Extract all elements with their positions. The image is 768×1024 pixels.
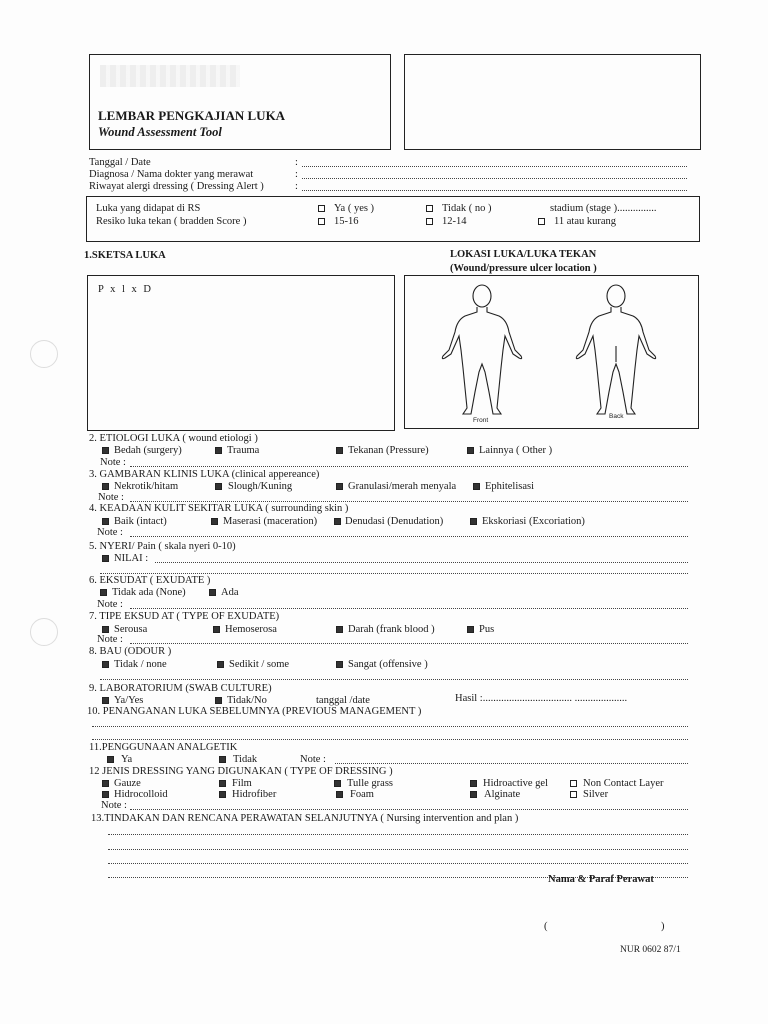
exudate-present-checkbox[interactable] (209, 588, 216, 600)
etiology-note-field[interactable] (130, 466, 688, 467)
etiology-pressure: Tekanan (Pressure) (348, 445, 429, 456)
diagnosis-label: Diagnosa / Nama dokter yang merawat (89, 169, 254, 180)
lab-heading: 9. LABORATORIUM (SWAB CULTURE) (89, 683, 272, 694)
plan-line-3[interactable] (108, 863, 688, 864)
dressing-hydrocolloid: Hidrocolloid (114, 789, 168, 800)
checkbox-no[interactable] (426, 204, 433, 216)
dressing-silver: Silver (583, 789, 609, 800)
type-hemoserous: Hemoserosa (225, 624, 277, 635)
nurse-signature-label: Nama & Paraf Perawat (548, 874, 654, 885)
dressing-non-contact: Non Contact Layer (583, 778, 664, 789)
analgesic-no: Tidak (233, 754, 258, 765)
appearance-epithelial: Ephitelisasi (485, 481, 534, 492)
allergy-colon: : (295, 181, 298, 192)
pain-extra-line[interactable] (100, 573, 688, 574)
dressing-gauze: Gauze (114, 778, 141, 789)
dressing-hydrofiber: Hidrofiber (232, 789, 277, 800)
etiology-note-label: Note : (100, 457, 126, 468)
granulation-checkbox[interactable] (336, 482, 343, 494)
plan-line-2[interactable] (108, 849, 688, 850)
front-label: Front (473, 417, 489, 424)
date-field[interactable] (302, 166, 687, 167)
silver-checkbox[interactable] (570, 790, 577, 802)
previous-management-heading: 10. PENANGANAN LUKA SEBELUMNYA (PREVIOUS MANAGEMENT ) (87, 706, 422, 717)
analgesic-heading: 11.PENGGUNAAN ANALGETIK (89, 742, 238, 753)
punch-hole-top (30, 340, 58, 368)
appearance-granulation: Granulasi/merah menyala (348, 481, 457, 492)
exudate-type-note-field[interactable] (130, 643, 688, 644)
pain-value-label: NILAI : (114, 553, 149, 564)
title-box (89, 54, 391, 150)
odour-heading: 8. BAU (ODOUR ) (89, 646, 172, 657)
odour-some-checkbox[interactable] (217, 660, 224, 672)
exudate-type-heading: 7. TIPE EKSUD AT ( TYPE OF EXUDATE) (89, 611, 280, 622)
checkbox-yes[interactable] (318, 204, 325, 216)
epithelial-checkbox[interactable] (473, 482, 480, 494)
score-12-14: 12-14 (442, 216, 467, 227)
yes-label: Ya ( yes ) (334, 203, 375, 214)
body-diagram (405, 276, 698, 428)
hospital-acquired-label: Luka yang didapat di RS (96, 203, 201, 214)
checkbox-15-16[interactable] (318, 217, 325, 229)
checkbox-12-14[interactable] (426, 217, 433, 229)
type-blood: Darah (frank blood ) (348, 624, 435, 635)
score-15-16: 15-16 (334, 216, 359, 227)
skin-maceration-checkbox[interactable] (211, 517, 218, 529)
signature-field[interactable] (552, 921, 660, 933)
skin-maceration: Maserasi (maceration) (223, 516, 318, 527)
signature-paren-open: ( (544, 921, 548, 932)
pus-checkbox[interactable] (467, 625, 474, 637)
location-subtitle: (Wound/pressure ulcer location ) (450, 263, 597, 274)
analgesic-note-field[interactable] (335, 763, 688, 764)
odour-offensive: Sangat (offensive ) (348, 659, 428, 670)
dimensions-label: P x l x D (98, 284, 153, 295)
patient-label-box (404, 54, 701, 150)
slough-checkbox[interactable] (215, 482, 222, 494)
allergy-label: Riwayat alergi dressing ( Dressing Alert ) (89, 181, 264, 192)
signature-paren-close: ) (661, 921, 665, 932)
exudate-none: Tidak ada (None) (112, 587, 186, 598)
stamp-smudge (100, 65, 240, 87)
dressing-note-label: Note : (101, 800, 127, 811)
sketch-box[interactable] (87, 275, 395, 431)
analgesic-note-label: Note : (300, 754, 326, 765)
etiology-heading: 2. ETIOLOGI LUKA ( wound etiologi ) (89, 433, 258, 444)
dressing-foam: Foam (350, 789, 374, 800)
sketch-title: 1.SKETSA LUKA (84, 250, 166, 261)
no-label: Tidak ( no ) (442, 203, 492, 214)
skin-heading: 4. KEADAAN KULIT SEKITAR LUKA ( surrounding skin ) (89, 503, 349, 514)
score-11-or-less: 11 atau kurang (554, 216, 617, 227)
exudate-note-label: Note : (97, 599, 123, 610)
exudate-present: Ada (221, 587, 239, 598)
etiology-other-checkbox[interactable] (467, 446, 474, 458)
odour-some: Sedikit / some (229, 659, 290, 670)
exudate-type-note-label: Note : (97, 634, 123, 645)
date-colon: : (295, 157, 298, 168)
previous-management-line-2[interactable] (92, 739, 688, 740)
stage-label: stadium (stage )............... (550, 203, 657, 214)
allergy-field[interactable] (302, 190, 687, 191)
form-code: NUR 0602 87/1 (620, 945, 681, 955)
dressing-tulle: Tulle grass (347, 778, 393, 789)
exudate-heading: 6. EKSUDAT ( EXUDATE ) (89, 575, 211, 586)
date-label: Tanggal / Date (89, 157, 151, 168)
blood-checkbox[interactable] (336, 625, 343, 637)
skin-denudation: Denudasi (Denudation) (345, 516, 444, 527)
appearance-note-field[interactable] (130, 501, 688, 502)
pain-heading: 5. NYERI/ Pain ( skala nyeri 0-10) (89, 541, 236, 552)
skin-denudation-checkbox[interactable] (334, 517, 341, 529)
skin-excoriation-checkbox[interactable] (470, 517, 477, 529)
hemoserous-checkbox[interactable] (213, 625, 220, 637)
etiology-other: Lainnya ( Other ) (479, 445, 553, 456)
etiology-pressure-checkbox[interactable] (336, 446, 343, 458)
location-title: LOKASI LUKA/LUKA TEKAN (450, 249, 597, 260)
odour-none-checkbox[interactable] (102, 660, 109, 672)
dressing-hydroactive: Hidroactive gel (483, 778, 549, 789)
dressing-note-field[interactable] (130, 809, 688, 810)
etiology-trauma: Trauma (227, 445, 260, 456)
plan-line-1[interactable] (108, 834, 688, 835)
lab-no: Tidak/No (227, 695, 267, 706)
skin-excoriation: Ekskoriasi (Excoriation) (482, 516, 585, 527)
type-serous: Serousa (114, 624, 148, 635)
page-subtitle: Wound Assessment Tool (98, 125, 222, 139)
exudate-note-field[interactable] (130, 608, 688, 609)
back-label: Back (609, 413, 624, 420)
back-body-figure (576, 285, 655, 414)
diagnosis-colon: : (295, 169, 298, 180)
odour-note-line[interactable] (100, 679, 688, 680)
lab-result-label: Hasil :.................................. .................... (455, 693, 628, 704)
pain-value-field[interactable] (155, 562, 688, 563)
appearance-heading: 3. GAMBARAN KLINIS LUKA (clinical appereance) (89, 469, 320, 480)
plan-heading: 13.TINDAKAN DAN RENCANA PERAWATAN SELANJUTNYA ( Nursing intervention and plan ) (91, 813, 519, 824)
appearance-necrotic: Nekrotik/hitam (114, 481, 179, 492)
previous-management-line-1[interactable] (92, 726, 688, 727)
odour-none: Tidak / none (114, 659, 167, 670)
lab-yes: Ya/Yes (114, 695, 144, 706)
appearance-note-label: Note : (98, 492, 124, 503)
dressing-film: Film (232, 778, 252, 789)
page-title: LEMBAR PENGKAJIAN LUKA (98, 108, 286, 123)
hydrofiber-checkbox[interactable] (219, 790, 226, 802)
skin-intact: Baik (intact) (114, 516, 167, 527)
skin-note-label: Note : (97, 527, 123, 538)
braden-label: Resiko luka tekan ( bradden Score ) (96, 216, 247, 227)
checkbox-11-or-less[interactable] (538, 217, 545, 229)
type-pus: Pus (479, 624, 495, 635)
foam-checkbox[interactable] (336, 790, 343, 802)
etiology-trauma-checkbox[interactable] (215, 446, 222, 458)
analgesic-yes: Ya (121, 754, 133, 765)
body-diagram-box[interactable] (404, 275, 699, 429)
lab-date-label: tanggal /date (316, 695, 370, 706)
appearance-slough: Slough/Kuning (228, 481, 293, 492)
dressing-alginate: Alginate (484, 789, 521, 800)
alginate-checkbox[interactable] (470, 790, 477, 802)
pain-value-marker (102, 554, 109, 566)
dressing-heading: 12 JENIS DRESSING YANG DIGUNAKAN ( TYPE OF DRESSING ) (89, 766, 393, 777)
diagnosis-field[interactable] (302, 178, 687, 179)
odour-offensive-checkbox[interactable] (336, 660, 343, 672)
front-body-figure (442, 285, 521, 414)
punch-hole-bottom (30, 618, 58, 646)
skin-note-field[interactable] (130, 536, 688, 537)
etiology-surgery: Bedah (surgery) (114, 445, 182, 456)
